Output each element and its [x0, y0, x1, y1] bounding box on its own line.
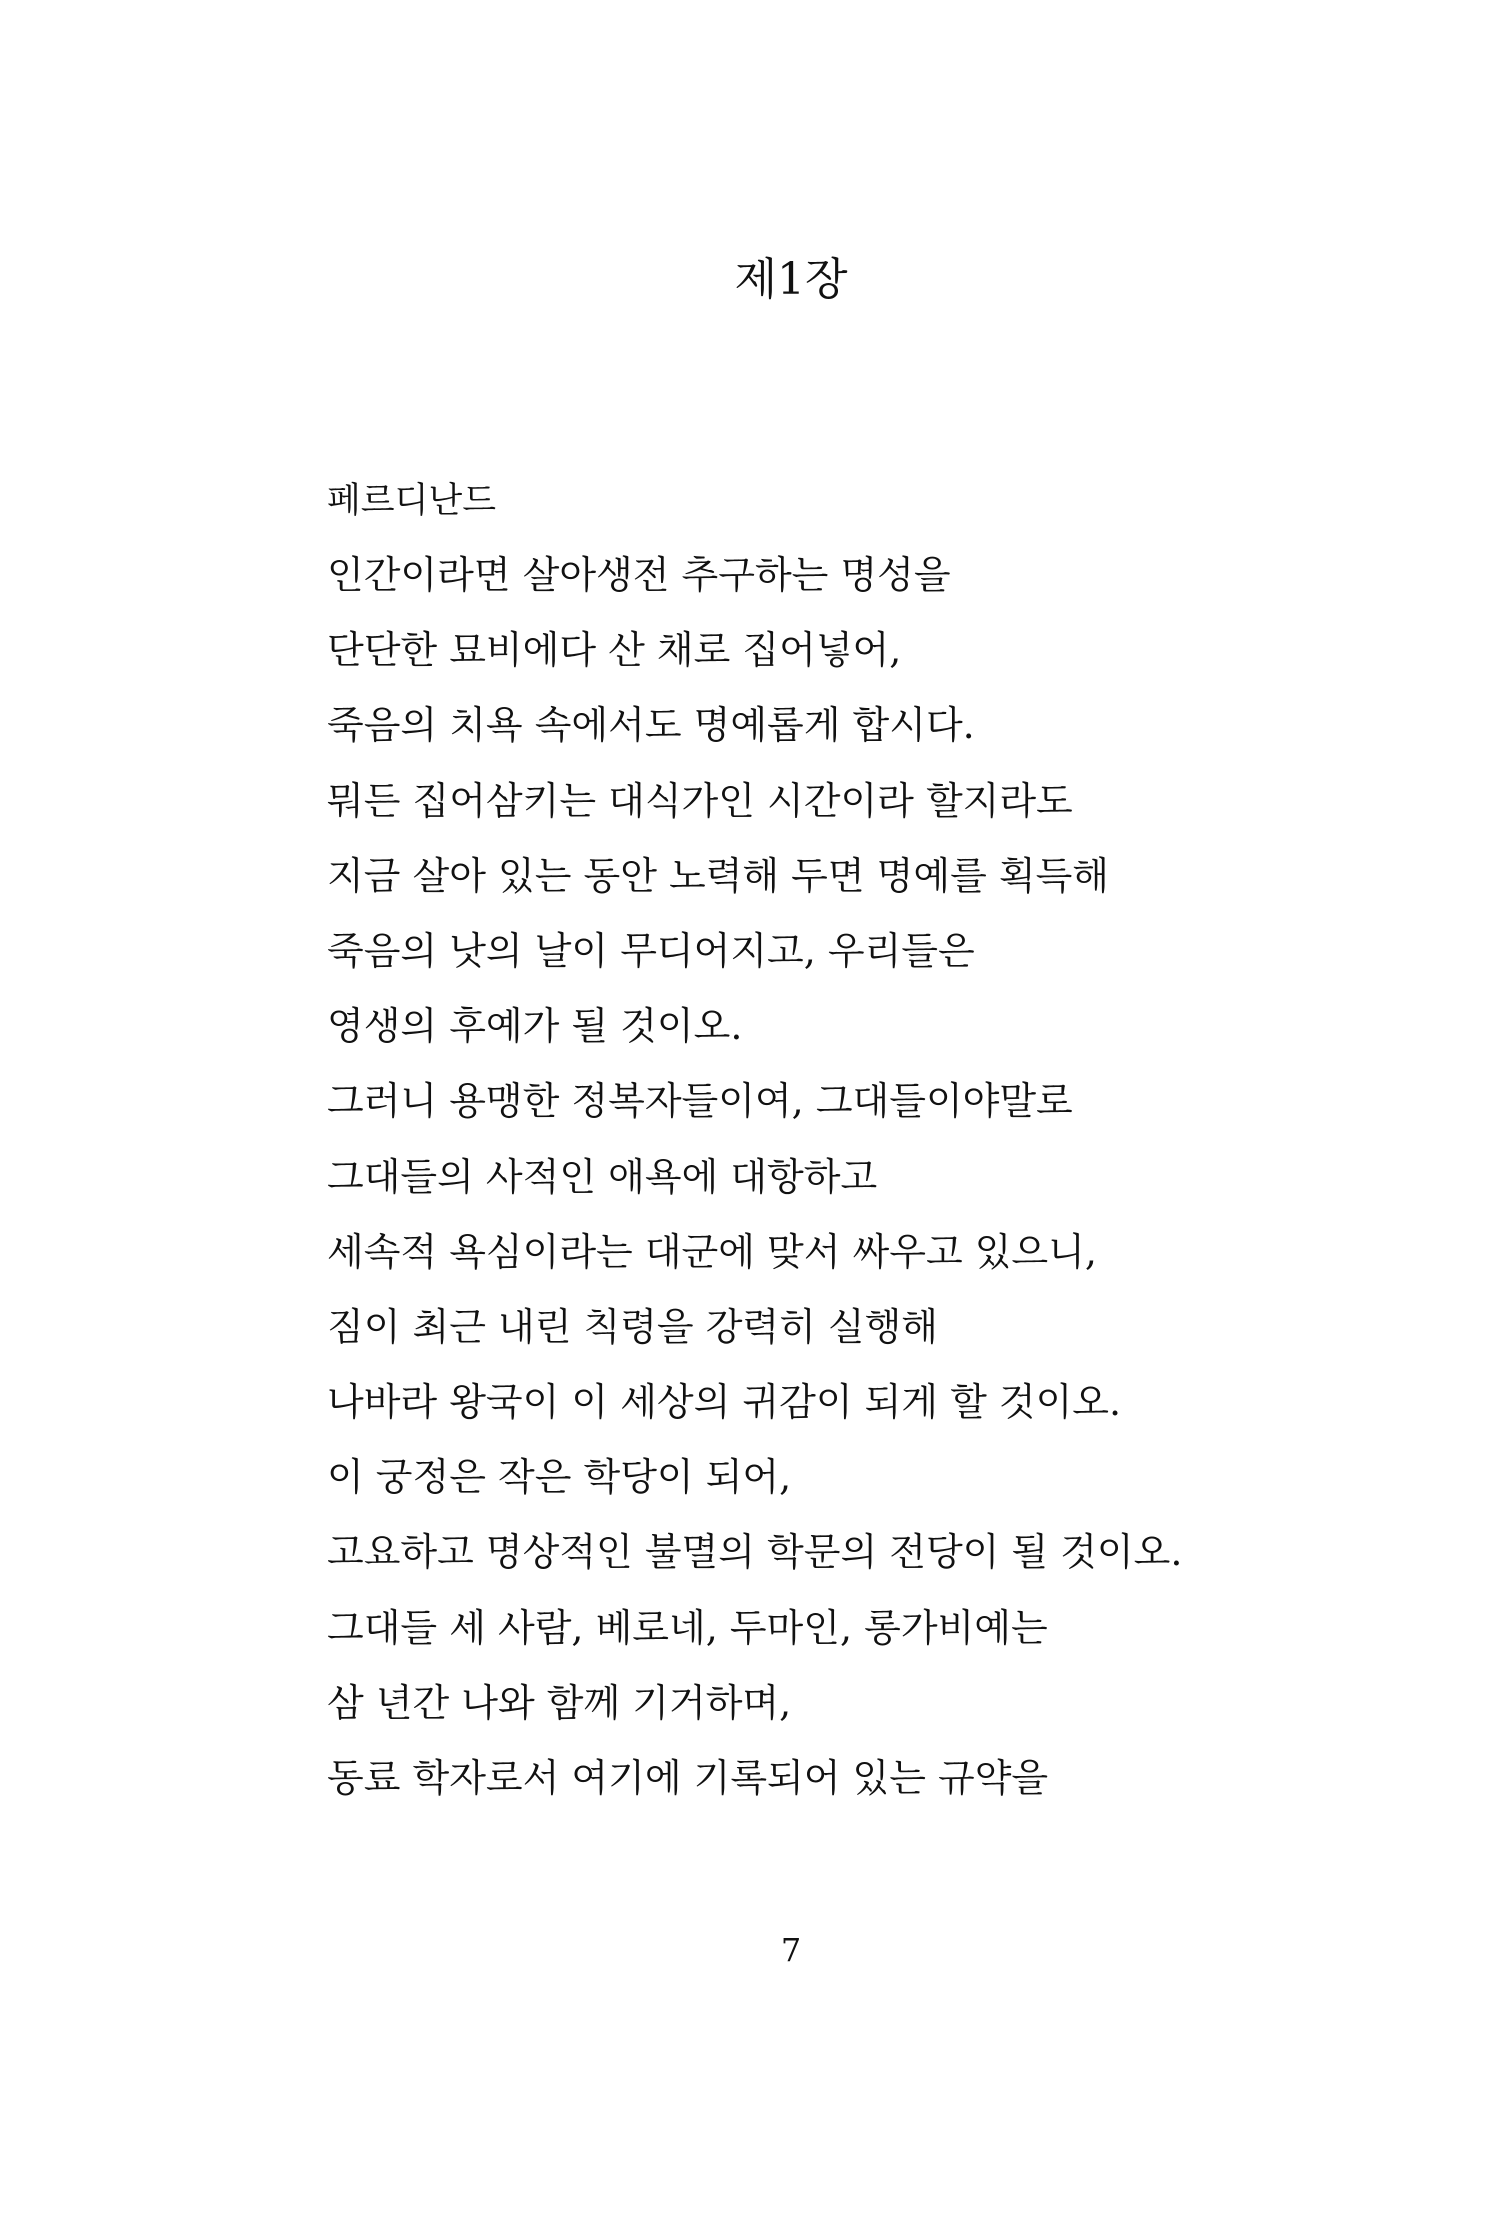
verse-line: 뭐든 집어삼키는 대식가인 시간이라 할지라도: [327, 778, 1073, 823]
verse-line: 그러니 용맹한 정복자들이여, 그대들이야말로: [327, 1079, 1073, 1124]
speaker-name: 페르디난드: [327, 481, 497, 521]
page-number: 7: [780, 1931, 802, 1969]
verse-line: 죽음의 낫의 날이 무디어지고, 우리들은: [327, 928, 975, 973]
verse-line: 그대들의 사적인 애욕에 대항하고: [327, 1154, 878, 1199]
verse-line: 영생의 후예가 될 것이오.: [327, 1004, 743, 1049]
verse-line: 이 궁정은 작은 학당이 되어,: [327, 1455, 792, 1500]
verse-line: 고요하고 명상적인 불멸의 학문의 전당이 될 것이오.: [327, 1530, 1183, 1575]
verse-line: 지금 살아 있는 동안 노력해 두면 명예를 획득해: [327, 853, 1110, 898]
verse-line: 짐이 최근 내린 칙령을 강력히 실행해: [327, 1304, 939, 1349]
verse-line: 그대들 세 사람, 베로네, 두마인, 롱가비예는: [327, 1605, 1048, 1650]
verse-block: [327, 550, 1182, 1828]
verse-line: 인간이라면 살아생전 추구하는 명성을: [327, 553, 951, 597]
verse-line: 죽음의 치욕 속에서도 명예롭게 합시다.: [327, 703, 975, 748]
verse-line: 단단한 묘비에다 산 채로 집어넣어,: [327, 628, 902, 673]
chapter-title: 제1장: [734, 254, 848, 305]
verse-line: 동료 학자로서 여기에 기록되어 있는 규약을: [327, 1756, 1049, 1800]
verse-line: 삼 년간 나와 함께 기거하며,: [327, 1680, 792, 1725]
verse-line: 세속적 욕심이라는 대군에 맞서 싸우고 있으니,: [327, 1229, 1097, 1274]
verse-line: 나바라 왕국이 이 세상의 귀감이 되게 할 것이오.: [327, 1380, 1122, 1425]
